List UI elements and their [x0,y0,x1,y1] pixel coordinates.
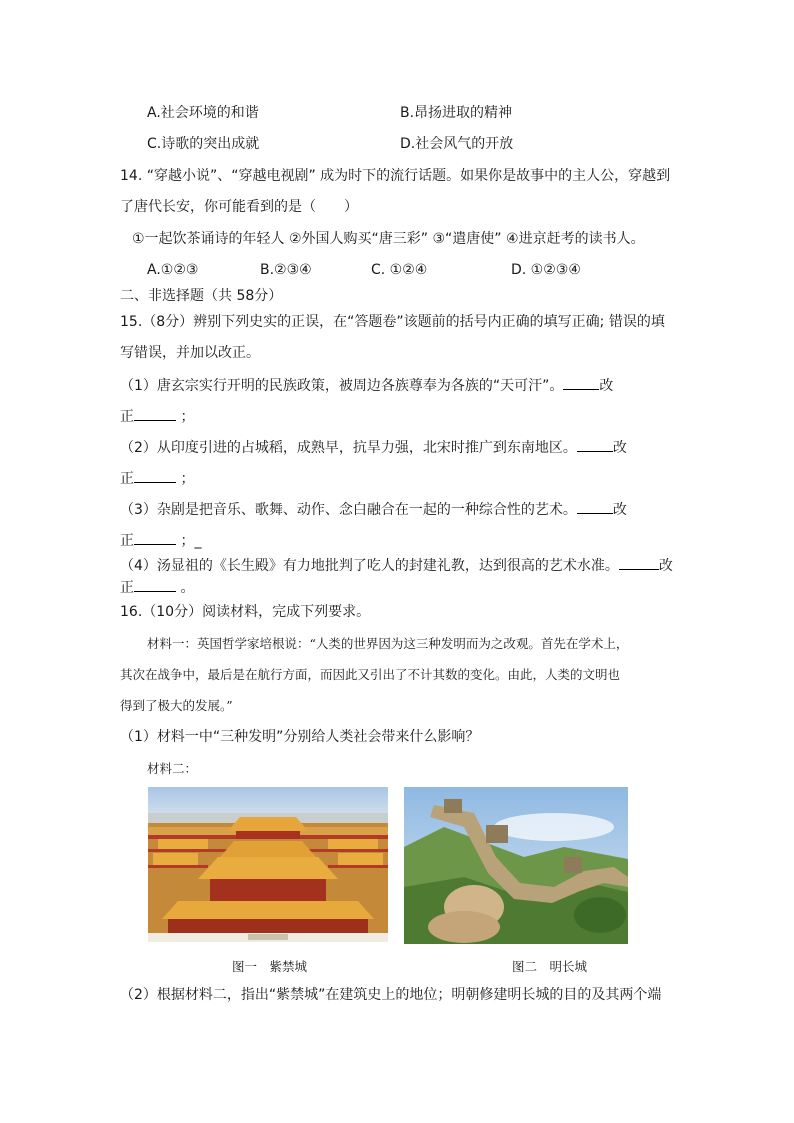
forbidden-city-illustration [148,787,388,942]
q15-correction-4 [120,577,194,598]
statement-text: （2）从印度引进的占城稻，成熟早，抗旱力强，北宋时推广到东南地区。 [120,440,577,456]
great-wall-illustration [404,787,628,944]
q16-stem: 16.（10分）阅读材料，完成下列要求。 [120,604,371,620]
q15-statement-3 [120,499,627,520]
semicolon: ； [180,471,195,487]
zheng-label: 正 [120,580,134,596]
q16-material1-line1: 材料一：英国哲学家培根说：“人类的世界因为这三种发明而为之改观。首先在学术上， [147,636,629,651]
q14-option-a: A.①②③ [147,262,199,278]
q13-option-a: A.社会环境的和谐 [147,105,259,121]
section-title: 二、非选择题（共 58分） [120,288,283,304]
q14-items: ①一起饮茶诵诗的年轻人 ②外国人购买“唐三彩” ③“遣唐使” ④进京赶考的读书人。 [132,231,645,247]
q15-statement-4 [120,555,673,576]
great-wall-image [404,787,628,944]
correction-blank[interactable] [134,468,176,483]
statement-text: （3）杂剧是把音乐、歌舞、动作、念白融合在一起的一种综合性的艺术。 [120,502,577,518]
zheng-label: 正 [120,533,134,549]
zheng-label: 正 [120,409,134,425]
q15-stem-line1: 15.（8分）辨别下列史实的正误，在“答题卷”该题前的括号内正确的填写正确; 错误的填 [120,314,665,330]
q14-option-b: B.②③④ [260,262,312,278]
gai-label: 改 [599,378,614,394]
q15-correction-1 [120,406,194,427]
zheng-label: 正 [120,471,134,487]
semicolon: ； [180,409,195,425]
correction-blank[interactable] [134,530,176,545]
q15-correction-2 [120,468,194,489]
period: 。 [180,580,195,596]
semicolon: ；_ [180,533,202,549]
q13-option-b: B.昂扬进取的精神 [400,105,513,121]
q13-option-c: C.诗歌的突出成就 [147,136,260,152]
q16-question1: （1）材料一中“三种发明”分别给人类社会带来什么影响？ [120,729,480,745]
gai-label: 改 [612,502,627,518]
q15-stem-line2: 写错误，并加以改正。 [120,345,260,361]
gai-label: 改 [612,440,627,456]
judgement-blank[interactable] [563,375,599,390]
statement-text: （4）汤显祖的《长生殿》有力地批判了吃人的封建礼教，达到很高的艺术水准。 [120,558,619,574]
correction-blank[interactable] [134,577,176,592]
q16-question2: （2）根据材料二，指出“紫禁城”在建筑史上的地位；明朝修建明长城的目的及其两个端 [120,987,662,1003]
q16-material1-line3: 得到了极大的发展。” [120,698,233,713]
q14-stem-line1: 14. “穿越小说”、“穿越电视剧” 成为时下的流行话题。如果你是故事中的主人公，穿越到 [120,168,671,184]
forbidden-city-image [148,787,388,942]
q14-option-c: C. ①②④ [371,262,428,278]
judgement-blank[interactable] [619,555,659,570]
forbidden-city-caption: 图一 紫禁城 [232,959,308,974]
q15-statement-1 [120,375,613,396]
q15-correction-3 [120,530,201,551]
great-wall-caption: 图二 明长城 [512,959,588,974]
judgement-blank[interactable] [577,437,613,452]
correction-blank[interactable] [134,406,176,421]
q14-stem-line2: 了唐代长安，你可能看到的是（ ） [120,199,358,215]
q14-option-d: D. ①②③④ [511,262,581,278]
q13-option-d: D.社会风气的开放 [400,136,514,152]
judgement-blank[interactable] [577,499,613,514]
q16-material1-line2: 其次在战争中，最后是在航行方面，而因此又引出了不计其数的变化。由此，人类的文明也 [120,667,621,682]
q16-material2-label: 材料二： [147,761,198,776]
gai-label: 改 [658,558,673,574]
statement-text: （1）唐玄宗实行开明的民族政策，被周边各族尊奉为各族的“天可汗”。 [120,378,564,394]
q15-statement-2 [120,437,627,458]
